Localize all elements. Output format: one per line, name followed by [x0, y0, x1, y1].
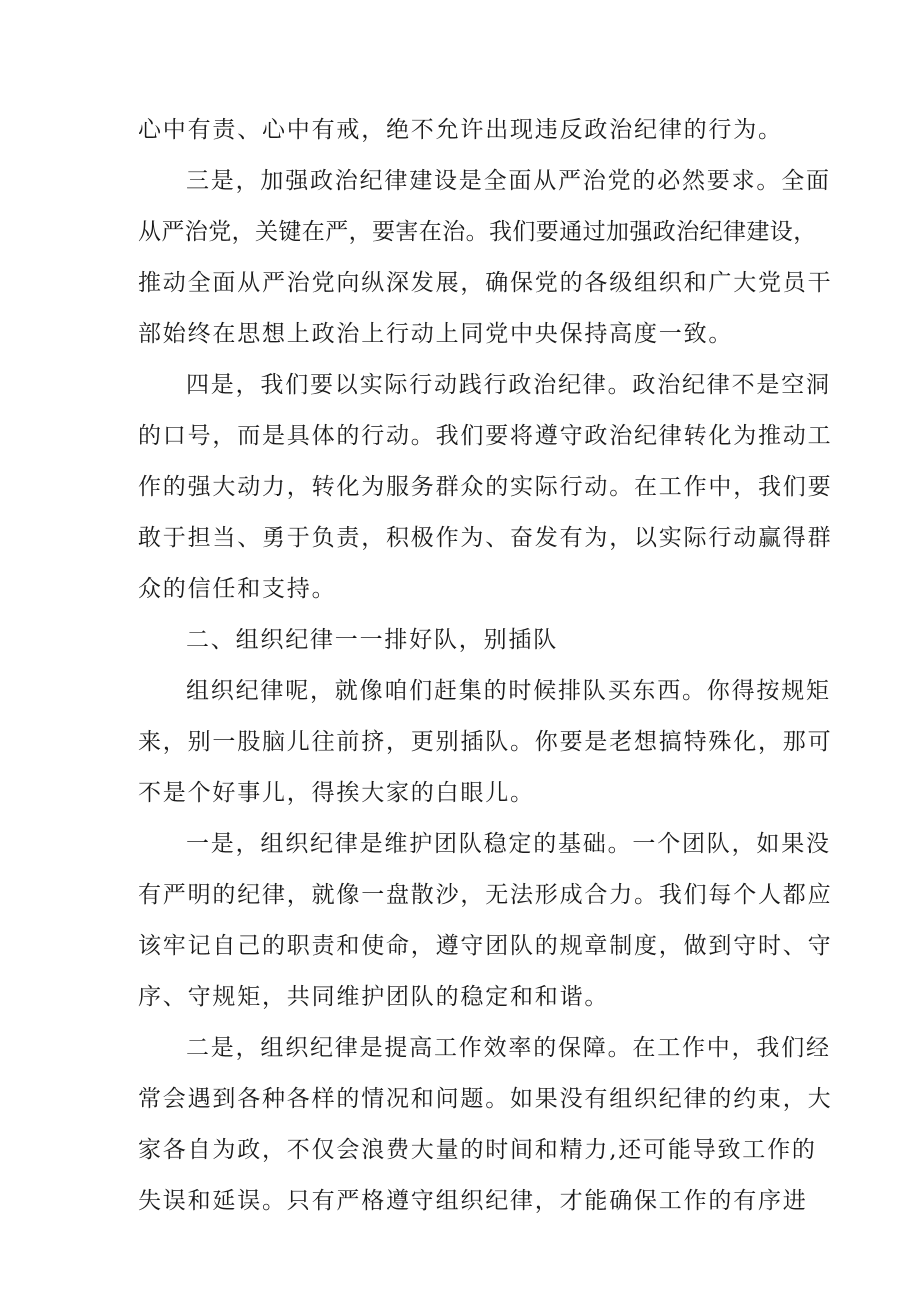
text-line: 常会遇到各种各样的情况和问题。如果没有组织纪律的约束，大	[138, 1086, 833, 1112]
text-line: 作的强大动力，转化为服务群众的实际行动。在工作中，我们要	[138, 474, 833, 500]
text-line: 推动全面从严治党向纵深发展，确保党的各级组织和广大党员干	[138, 270, 833, 296]
text-line: 家各自为政，不仅会浪费大量的时间和精力,还可能导致工作的	[138, 1137, 817, 1163]
text-line: 众的信任和支持。	[138, 576, 337, 602]
text-line: 心中有责、心中有戒，绝不允许出现违反政治纪律的行为。	[138, 117, 783, 143]
text-line: 序、守规矩，共同维护团队的稳定和和谐。	[138, 984, 610, 1010]
paragraph-start-line: 组织纪律呢，就像咱们赶集的时候排队买东西。你得按规矩	[186, 678, 831, 704]
text-line: 部始终在思想上政治上行动上同党中央保持高度一致。	[138, 321, 734, 347]
text-line: 来，别一股脑儿往前挤，更别插队。你要是老想搞特殊化，那可	[138, 729, 833, 755]
paragraph-start-line: 四是，我们要以实际行动践行政治纪律。政治纪律不是空洞	[186, 372, 831, 398]
text-line: 有严明的纪律，就像一盘散沙，无法形成合力。我们每个人都应	[138, 882, 833, 908]
text-line: 从严治党，关键在严，要害在治。我们要通过加强政治纪律建设，	[138, 219, 817, 245]
text-line: 不是个好事儿，得挨大家的白眼儿。	[138, 780, 535, 806]
section-heading: 二、组织纪律一一排好队，别插队	[186, 627, 558, 653]
paragraph-start-line: 二是，组织纪律是提高工作效率的保障。在工作中，我们经	[186, 1035, 831, 1061]
text-line: 敢于担当、勇于负责，积极作为、奋发有为，以实际行动赢得群	[138, 525, 833, 551]
text-line: 失误和延误。只有严格遵守组织纪律，才能确保工作的有序进	[138, 1188, 808, 1214]
text-line: 该牢记自己的职责和使命，遵守团队的规章制度，做到守时、守	[138, 933, 833, 959]
paragraph-start-line: 三是，加强政治纪律建设是全面从严治党的必然要求。全面	[186, 168, 831, 194]
paragraph-start-line: 一是，组织纪律是维护团队稳定的基础。一个团队，如果没	[186, 831, 831, 857]
text-line: 的口号，而是具体的行动。我们要将遵守政治纪律转化为推动工	[138, 423, 833, 449]
